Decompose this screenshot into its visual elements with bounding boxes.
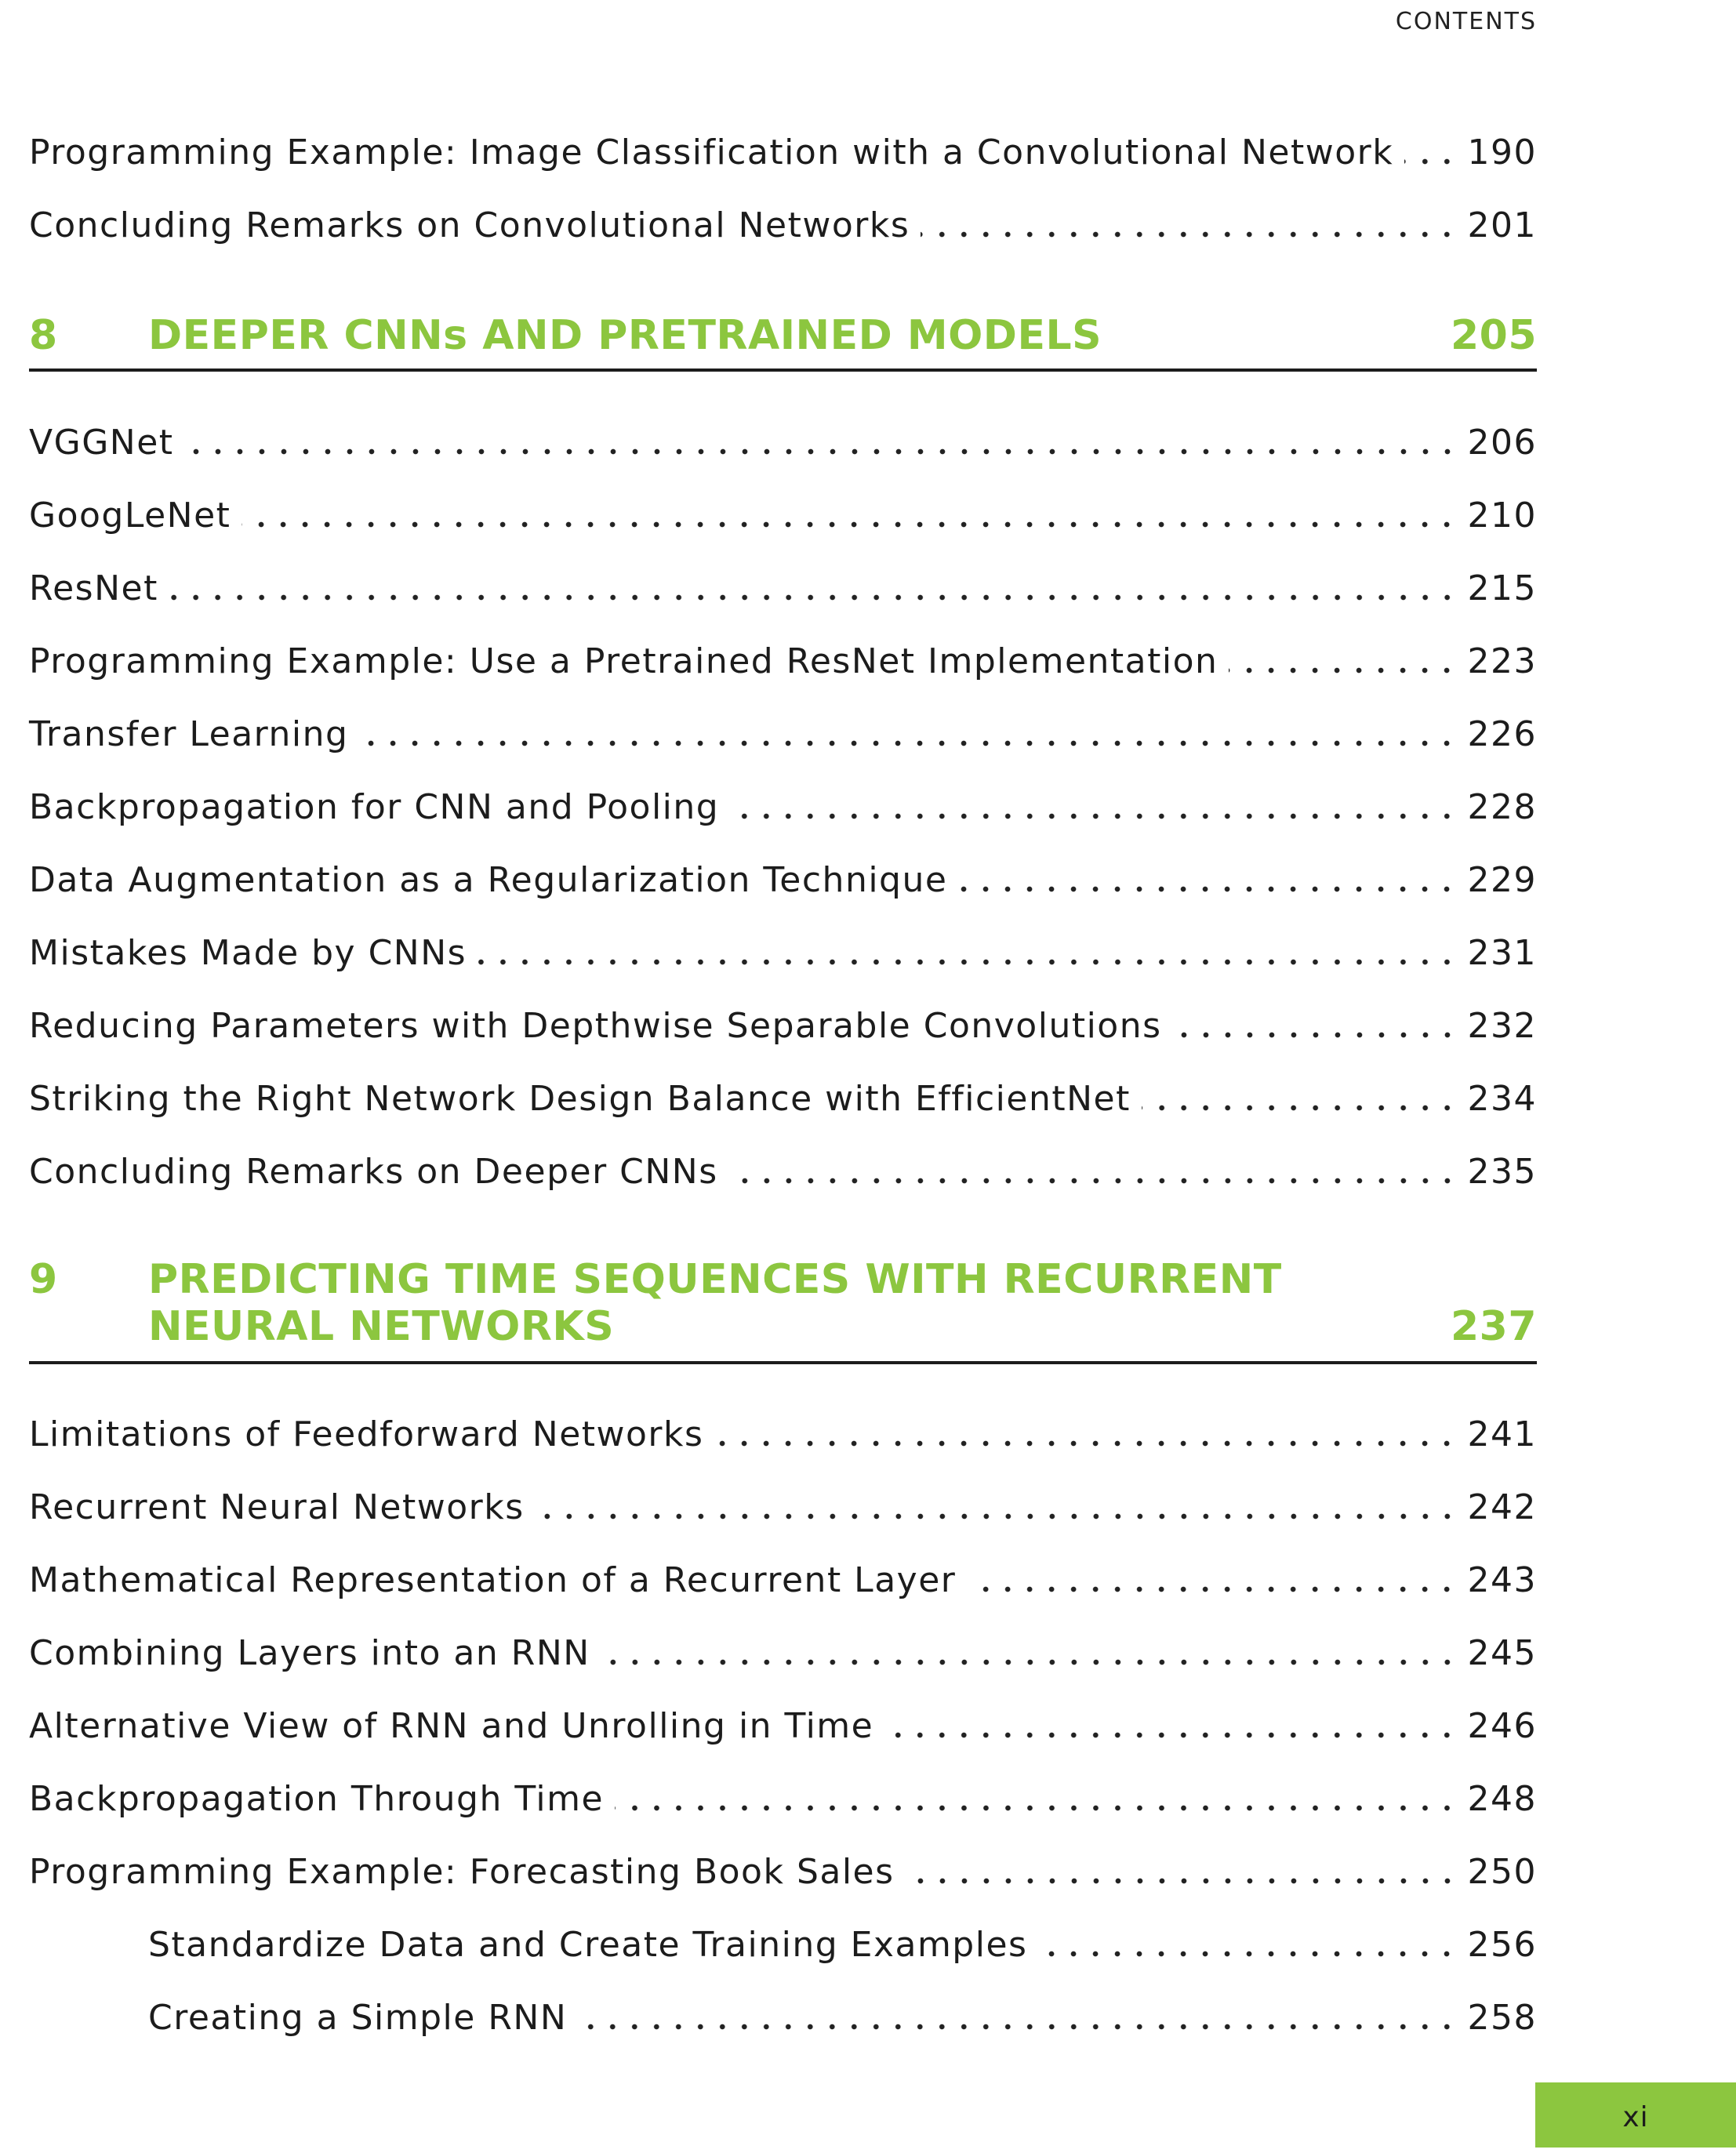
- toc-entry-page: 190: [1467, 133, 1537, 172]
- toc-entry-page: 215: [1467, 568, 1537, 608]
- toc-entry-page: 241: [1467, 1414, 1537, 1454]
- toc-entry[interactable]: [29, 1484, 1537, 1531]
- toc-entry[interactable]: [29, 565, 1537, 612]
- toc-entry[interactable]: [29, 1003, 1537, 1050]
- chapter-heading-9[interactable]: [29, 1256, 1537, 1364]
- chapter-page: 237: [1450, 1303, 1537, 1350]
- toc-entry-page: 223: [1467, 641, 1537, 681]
- toc-entry-page: 206: [1467, 423, 1537, 463]
- toc-entry-label: Reducing Parameters with Depthwise Separable Convolutions: [29, 1006, 1162, 1046]
- toc-entry-page: 258: [1467, 1998, 1537, 2038]
- dot-leader: [958, 881, 1458, 897]
- dot-leader: [729, 1173, 1458, 1189]
- toc-entry-label: ResNet: [29, 568, 158, 608]
- toc-entry[interactable]: [29, 930, 1537, 977]
- toc-entry[interactable]: [29, 1411, 1537, 1458]
- toc-entry[interactable]: [29, 492, 1537, 539]
- toc-entry-label: Transfer Learning: [29, 714, 349, 754]
- dot-leader: [884, 1727, 1458, 1743]
- toc-entry-label: Standardize Data and Create Training Examples: [148, 1925, 1028, 1965]
- toc-entry-page: 242: [1467, 1487, 1537, 1527]
- toc-entry-label: Mathematical Representation of a Recurrent Layer: [29, 1560, 957, 1600]
- toc-entry-page: 210: [1467, 496, 1537, 536]
- toc-entry-page: 250: [1467, 1852, 1537, 1892]
- dot-leader: [1229, 663, 1458, 678]
- toc-entry-label: Recurrent Neural Networks: [29, 1487, 525, 1527]
- toc-entry-label: Striking the Right Network Design Balance with EfficientNet: [29, 1079, 1131, 1119]
- toc-entry-label: Concluding Remarks on Deeper CNNs: [29, 1152, 718, 1192]
- chapter-title: DEEPER CNNs AND PRETRAINED MODELS: [148, 312, 1102, 359]
- toc-entry-label: Creating a Simple RNN: [148, 1998, 568, 2038]
- toc-entry-page: 235: [1467, 1152, 1537, 1192]
- chapter-heading-8[interactable]: [29, 312, 1537, 372]
- toc-entry[interactable]: [29, 129, 1537, 176]
- toc-entry-page: 248: [1467, 1779, 1537, 1819]
- dot-leader: [1404, 154, 1458, 169]
- toc-entry-label: Mistakes Made by CNNs: [29, 933, 467, 973]
- dot-leader: [967, 1581, 1458, 1597]
- toc-entry-page: 245: [1467, 1633, 1537, 1673]
- toc-entry-page: 229: [1467, 860, 1537, 900]
- dot-leader: [359, 735, 1458, 751]
- dot-leader: [1038, 1946, 1458, 1962]
- toc-entry-page: 201: [1467, 205, 1537, 245]
- page-number-tab: xi: [1535, 2082, 1736, 2148]
- running-head: CONTENTS: [1395, 8, 1537, 35]
- toc-entry-label: Programming Example: Image Classification with a Convolutional Network: [29, 133, 1394, 172]
- toc-entry[interactable]: [29, 1557, 1537, 1604]
- toc-entry[interactable]: [29, 202, 1537, 249]
- toc-entry-page: 231: [1467, 933, 1537, 973]
- dot-leader: [921, 227, 1458, 242]
- chapter-title-line-1: PREDICTING TIME SEQUENCES WITH RECURRENT: [148, 1256, 1282, 1303]
- toc-entry-label: VGGNet: [29, 423, 174, 463]
- toc-entry-label: Programming Example: Use a Pretrained ResNet Implementation: [29, 641, 1218, 681]
- toc-entry-label: Concluding Remarks on Convolutional Networks: [29, 205, 910, 245]
- dot-leader: [169, 590, 1458, 605]
- chapter-title-line-2: NEURAL NETWORKS: [148, 1303, 615, 1350]
- dot-leader: [536, 1509, 1458, 1524]
- dot-leader: [601, 1654, 1458, 1670]
- chapter-number: 8: [29, 312, 58, 359]
- toc-subentry[interactable]: [148, 1922, 1537, 1969]
- chapter-number: 9: [29, 1256, 58, 1303]
- toc-entry-page: 256: [1467, 1925, 1537, 1965]
- dot-leader: [1142, 1100, 1458, 1116]
- toc-entry-page: 243: [1467, 1560, 1537, 1600]
- toc-entry-label: Limitations of Feedforward Networks: [29, 1414, 704, 1454]
- toc-entry[interactable]: [29, 1149, 1537, 1196]
- toc-entry-page: 226: [1467, 714, 1537, 754]
- toc-entry-page: 246: [1467, 1706, 1537, 1746]
- toc-entry[interactable]: [29, 1849, 1537, 1896]
- dot-leader: [730, 808, 1458, 824]
- toc-subentry[interactable]: [148, 1995, 1537, 2042]
- toc-entry[interactable]: [29, 419, 1537, 467]
- toc-entry[interactable]: [29, 711, 1537, 758]
- dot-leader: [242, 517, 1458, 532]
- dot-leader: [906, 1873, 1458, 1889]
- toc-entry-label: Data Augmentation as a Regularization Technique: [29, 860, 948, 900]
- toc-entry-label: Programming Example: Forecasting Book Sales: [29, 1852, 895, 1892]
- dot-leader: [185, 444, 1458, 459]
- dot-leader: [578, 2019, 1458, 2035]
- toc-entry[interactable]: [29, 1076, 1537, 1123]
- toc-entry[interactable]: [29, 638, 1537, 685]
- toc-entry[interactable]: [29, 1630, 1537, 1677]
- toc-entry-page: 234: [1467, 1079, 1537, 1119]
- toc-entry-label: Backpropagation Through Time: [29, 1779, 605, 1819]
- chapter-page: 205: [1450, 312, 1537, 359]
- toc-entry[interactable]: [29, 857, 1537, 904]
- toc-entry-label: Backpropagation for CNN and Pooling: [29, 787, 720, 827]
- toc-entry-label: Combining Layers into an RNN: [29, 1633, 590, 1673]
- toc-entry-label: GoogLeNet: [29, 496, 231, 536]
- toc-entry[interactable]: [29, 1776, 1537, 1823]
- dot-leader: [1173, 1027, 1458, 1043]
- dot-leader: [714, 1436, 1458, 1451]
- toc-entry[interactable]: [29, 1703, 1537, 1750]
- toc-entry-label: Alternative View of RNN and Unrolling in Time: [29, 1706, 874, 1746]
- dot-leader: [478, 954, 1458, 970]
- dot-leader: [615, 1800, 1458, 1816]
- toc-entry-page: 228: [1467, 787, 1537, 827]
- toc-entry[interactable]: [29, 784, 1537, 831]
- toc-entry-page: 232: [1467, 1006, 1537, 1046]
